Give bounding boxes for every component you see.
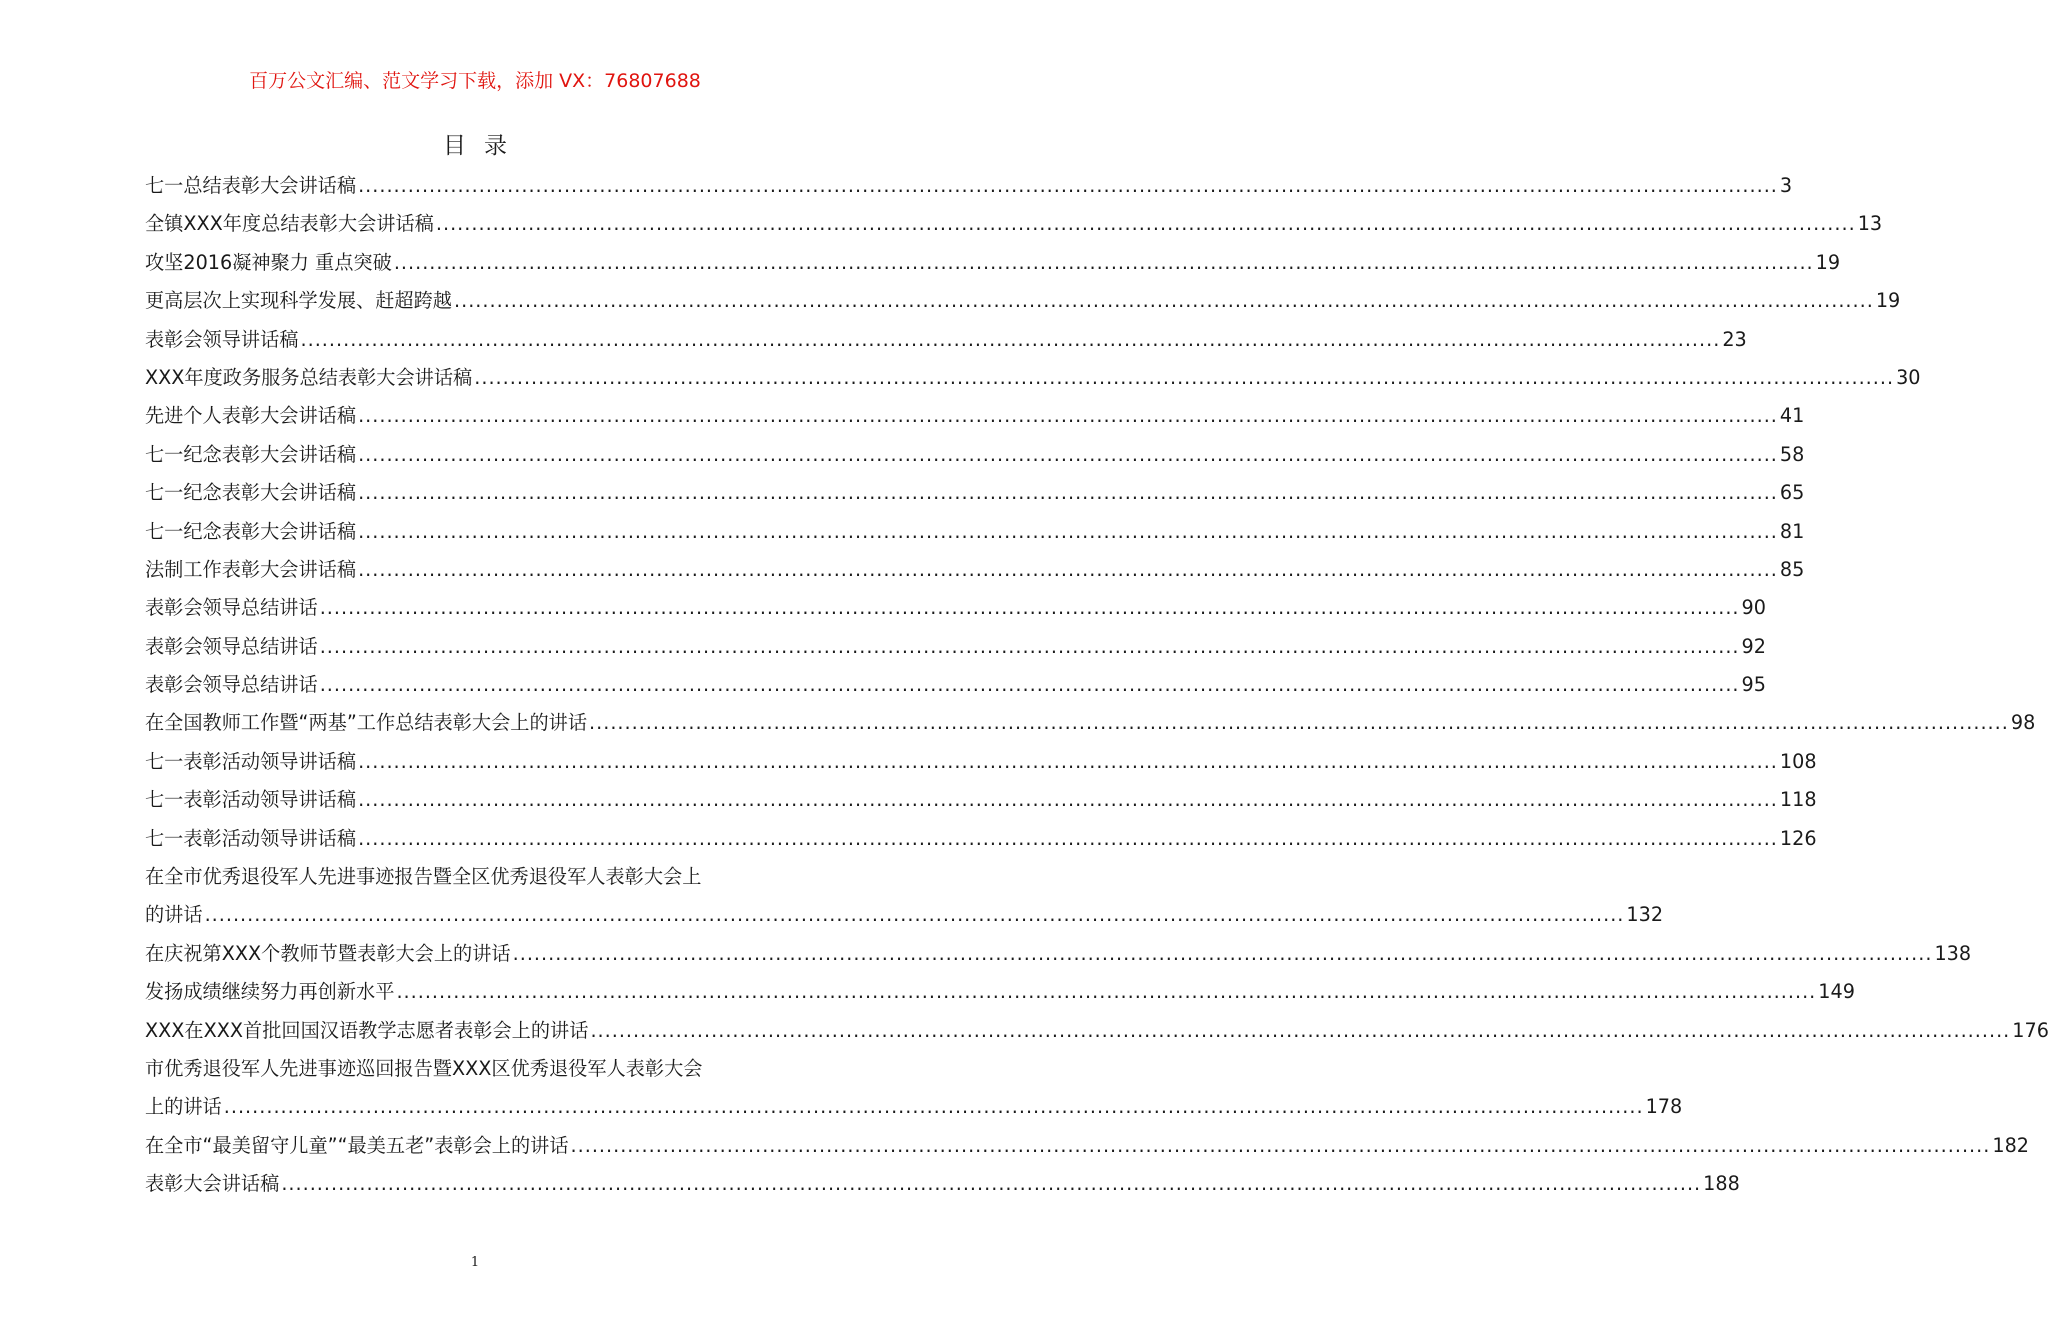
toc-entry-page: 41 xyxy=(1779,404,1805,428)
toc-entry[interactable] xyxy=(145,321,1747,359)
page-number: 1 xyxy=(470,1255,480,1270)
toc-dot-leader: ........................................................................................................................................................................................................ xyxy=(358,826,1778,850)
toc-entry-page: 23 xyxy=(1722,327,1747,351)
toc-dot-leader: ........................................................................................................................................................................................................ xyxy=(512,941,1933,965)
toc-dot-leader: ........................................................................................................................................................................................................ xyxy=(223,1095,1644,1119)
toc-entry[interactable] xyxy=(145,666,1766,704)
toc-entry[interactable] xyxy=(145,973,1855,1011)
toc-entry-page: 81 xyxy=(1779,519,1805,543)
toc-entry-title: 发扬成绩继续努力再创新水平 xyxy=(145,980,395,1004)
toc-entry[interactable] xyxy=(145,474,1805,512)
toc-dot-leader: ........................................................................................................................................................................................................ xyxy=(358,788,1778,812)
toc-dot-leader: ........................................................................................................................................................................................................ xyxy=(358,557,1778,581)
toc-entry-title: 七一纪念表彰大会讲话稿 xyxy=(145,481,357,505)
toc-entry-title: 的讲话 xyxy=(145,903,203,927)
toc-entry[interactable] xyxy=(145,359,1921,397)
toc-entry[interactable] xyxy=(145,282,1901,320)
toc-entry[interactable] xyxy=(145,820,1817,858)
toc-entry-title: 表彰会领导讲话稿 xyxy=(145,327,299,351)
toc-entry-page: 92 xyxy=(1741,634,1766,658)
toc-entry[interactable] xyxy=(145,1012,2049,1050)
toc-entry-page: 65 xyxy=(1779,481,1805,505)
toc-entry-page: 3 xyxy=(1779,173,1793,197)
toc-dot-leader: ........................................................................................................................................................................................................ xyxy=(300,327,1721,351)
toc-dot-leader: ........................................................................................................................................................................................................ xyxy=(358,442,1778,466)
toc-entry-title: XXX年度政务服务总结表彰大会讲话稿 xyxy=(145,365,473,389)
toc-dot-leader: ........................................................................................................................................................................................................ xyxy=(358,481,1778,505)
toc-entry-title-line1: 市优秀退役军人先进事迹巡回报告暨XXX区优秀退役军人表彰大会 xyxy=(145,1056,703,1080)
toc-entry-page: 90 xyxy=(1741,596,1766,620)
toc-entry-title: 在庆祝第XXX个教师节暨表彰大会上的讲话 xyxy=(145,941,511,965)
toc-entry[interactable] xyxy=(145,1050,1683,1127)
toc-entry[interactable] xyxy=(145,244,1841,282)
toc-entry[interactable] xyxy=(145,589,1766,627)
toc-entry-title: XXX在XXX首批回国汉语教学志愿者表彰会上的讲话 xyxy=(145,1018,589,1042)
toc-entry-title: 七一表彰活动领导讲话稿 xyxy=(145,788,357,812)
toc-entry-page: 149 xyxy=(1818,980,1855,1004)
toc-dot-leader: ........................................................................................................................................................................................................ xyxy=(590,1018,2011,1042)
toc-dot-leader: ........................................................................................................................................................................................................ xyxy=(396,980,1817,1004)
toc-entry[interactable] xyxy=(145,781,1817,819)
toc-entry-title: 先进个人表彰大会讲话稿 xyxy=(145,404,357,428)
toc-entry[interactable] xyxy=(145,397,1805,435)
toc-dot-leader: ........................................................................................................................................................................................................ xyxy=(319,634,1740,658)
toc-entry[interactable] xyxy=(145,205,1883,243)
toc-entry-title: 七一表彰活动领导讲话稿 xyxy=(145,749,357,773)
toc-entry-title: 七一纪念表彰大会讲话稿 xyxy=(145,519,357,543)
toc-entry-title: 表彰大会讲话稿 xyxy=(145,1172,280,1196)
toc-entry[interactable] xyxy=(145,513,1805,551)
toc-entry-page: 19 xyxy=(1815,250,1841,274)
toc-entry[interactable] xyxy=(145,628,1766,666)
toc-entry-page: 132 xyxy=(1626,903,1664,927)
toc-dot-leader: ........................................................................................................................................................................................................ xyxy=(435,212,1856,236)
toc-entry-page: 176 xyxy=(2012,1018,2049,1042)
toc-entry-page: 178 xyxy=(1645,1095,1683,1119)
toc-entry-page: 108 xyxy=(1779,749,1817,773)
toc-entry-title: 表彰会领导总结讲话 xyxy=(145,596,318,620)
toc-entry[interactable] xyxy=(145,1127,2029,1165)
toc-entry[interactable] xyxy=(145,1165,1740,1203)
toc-dot-leader: ........................................................................................................................................................................................................ xyxy=(358,173,1778,197)
toc-entry[interactable] xyxy=(145,436,1805,474)
toc-dot-leader: ........................................................................................................................................................................................................ xyxy=(358,519,1778,543)
toc-entry-title: 更高层次上实现科学发展、赶超跨越 xyxy=(145,289,452,313)
toc-entry-title: 全镇XXX年度总结表彰大会讲话稿 xyxy=(145,212,434,236)
toc-dot-leader: ........................................................................................................................................................................................................ xyxy=(358,749,1778,773)
toc-entry-page: 182 xyxy=(1992,1133,2029,1157)
toc-entry-page: 118 xyxy=(1779,788,1817,812)
toc-entry-title: 七一表彰活动领导讲话稿 xyxy=(145,826,357,850)
toc-dot-leader: ........................................................................................................................................................................................................ xyxy=(319,673,1740,697)
toc-entry[interactable] xyxy=(145,743,1817,781)
toc-dot-leader: ........................................................................................................................................................................................................ xyxy=(589,711,2009,735)
toc-entry-title: 七一总结表彰大会讲话稿 xyxy=(145,173,357,197)
toc-entry-page: 85 xyxy=(1779,557,1805,581)
toc-dot-leader: ........................................................................................................................................................................................................ xyxy=(474,365,1895,389)
toc-dot-leader: ........................................................................................................................................................................................................ xyxy=(281,1172,1702,1196)
toc-entry-page: 58 xyxy=(1779,442,1805,466)
toc-entry-page: 19 xyxy=(1875,289,1901,313)
toc-entry-page: 188 xyxy=(1703,1172,1740,1196)
toc-dot-leader: ........................................................................................................................................................................................................ xyxy=(319,596,1740,620)
toc-entry-title: 在全市“最美留守儿童”“最美五老”表彰会上的讲话 xyxy=(145,1133,569,1157)
toc-dot-leader: ........................................................................................................................................................................................................ xyxy=(358,404,1778,428)
toc-entry-page: 13 xyxy=(1857,212,1883,236)
toc-entry-title: 在全国教师工作暨“两基”工作总结表彰大会上的讲话 xyxy=(145,711,588,735)
toc-entry[interactable] xyxy=(145,935,1972,973)
toc-entry-title-line1: 在全市优秀退役军人先进事迹报告暨全区优秀退役军人表彰大会上 xyxy=(145,865,702,889)
table-of-contents xyxy=(145,167,2049,1204)
toc-entry-page: 30 xyxy=(1896,365,1921,389)
toc-entry-page: 95 xyxy=(1741,673,1766,697)
toc-dot-leader: ........................................................................................................................................................................................................ xyxy=(393,250,1814,274)
toc-dot-leader: ........................................................................................................................................................................................................ xyxy=(204,903,1625,927)
toc-entry-title: 七一纪念表彰大会讲话稿 xyxy=(145,442,357,466)
toc-entry-title: 上的讲话 xyxy=(145,1095,222,1119)
toc-entry[interactable] xyxy=(145,858,1664,935)
header-banner: 百万公文汇编、范文学习下载，添加 VX：76807688 xyxy=(249,70,701,92)
toc-entry-title: 攻坚2016凝神聚力 重点突破 xyxy=(145,250,392,274)
toc-entry-page: 98 xyxy=(2010,711,2036,735)
toc-dot-leader: ........................................................................................................................................................................................................ xyxy=(570,1133,1991,1157)
toc-entry-title: 表彰会领导总结讲话 xyxy=(145,634,318,658)
toc-entry-title: 表彰会领导总结讲话 xyxy=(145,673,318,697)
toc-entry-title: 法制工作表彰大会讲话稿 xyxy=(145,557,357,581)
toc-entry[interactable] xyxy=(145,704,2036,742)
page-title: 目录 xyxy=(443,133,525,159)
toc-entry[interactable] xyxy=(145,167,1793,205)
toc-entry[interactable] xyxy=(145,551,1805,589)
toc-dot-leader: ........................................................................................................................................................................................................ xyxy=(454,289,1874,313)
toc-entry-page: 138 xyxy=(1934,941,1972,965)
toc-entry-page: 126 xyxy=(1779,826,1817,850)
